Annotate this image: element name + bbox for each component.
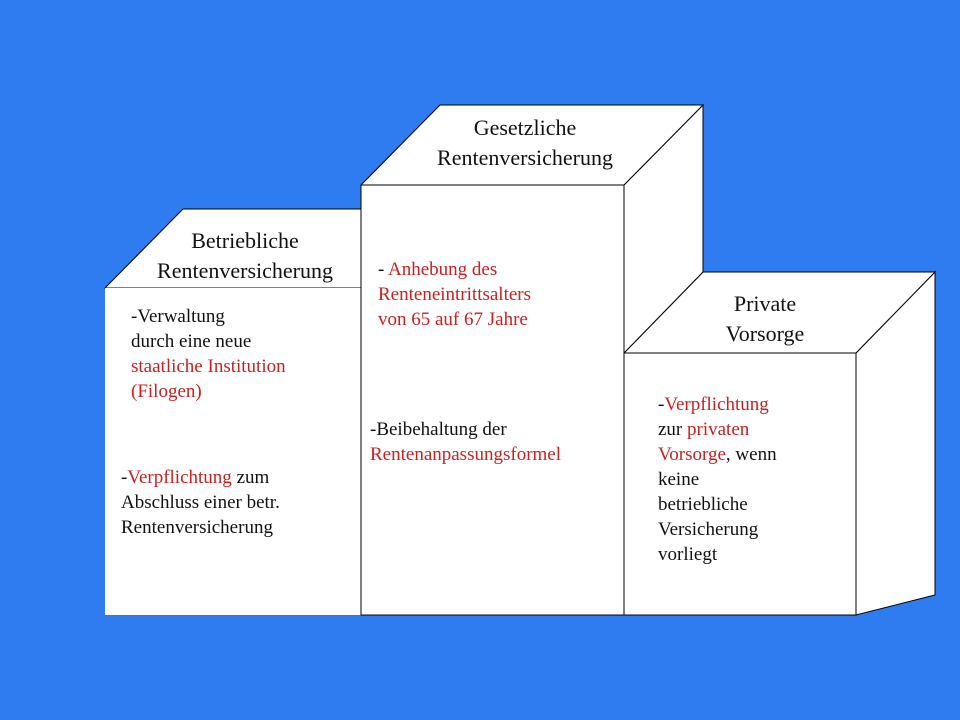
center-block-title xyxy=(400,113,650,173)
left-point-verpflichtung xyxy=(121,465,280,540)
center-point1-line3: von 65 auf 67 Jahre xyxy=(378,309,528,330)
right-point1-vorsorge: Vorsorge xyxy=(658,444,726,465)
right-point1-privaten: privaten xyxy=(687,419,750,440)
center-point2-line2: Rentenanpassungsformel xyxy=(370,444,562,465)
left-point2-highlight: Verpflichtung xyxy=(127,467,232,488)
left-point2-dash: - xyxy=(121,467,128,488)
center-point1-highlight: Anhebung des xyxy=(388,259,498,280)
left-title-line2: Rentenversicherung xyxy=(157,258,333,283)
left-point1-line4: (Filogen) xyxy=(131,381,202,402)
left-point2-line2: Abschluss einer betr. xyxy=(121,492,280,513)
center-point1-dash: - xyxy=(378,259,389,280)
center-title-line1: Gesetzliche xyxy=(473,115,577,140)
right-title-line1: Private xyxy=(733,291,797,316)
left-point2-rest: zum xyxy=(231,467,270,488)
left-block-title xyxy=(130,226,360,286)
right-point1-line4: keine xyxy=(658,469,700,490)
right-point1-line3 xyxy=(658,442,777,467)
center-point1-line1 xyxy=(378,257,531,282)
center-point-beibehaltung xyxy=(370,417,561,467)
right-point1-line2 xyxy=(658,417,777,442)
left-point1-line2: durch eine neue xyxy=(131,331,252,352)
right-point1-line1 xyxy=(658,392,777,417)
right-point1-line5: betriebliche xyxy=(658,494,748,515)
left-point1-line3: staatliche Institution xyxy=(131,356,286,377)
center-point-anhebung xyxy=(378,257,531,332)
left-point-verwaltung xyxy=(131,304,286,404)
right-title-line2: Vorsorge xyxy=(725,321,805,346)
left-title-line1: Betriebliche xyxy=(191,228,299,253)
right-point1-wenn: , wenn xyxy=(725,444,777,465)
center-block-front xyxy=(361,185,624,615)
center-point1-line2: Renteneintrittsalters xyxy=(378,284,532,305)
center-point2-line1: -Beibehaltung der xyxy=(370,419,507,440)
right-point1-highlight: Verpflichtung xyxy=(664,394,769,415)
right-point-verpflichtung xyxy=(658,392,777,567)
center-title-line2: Rentenversicherung xyxy=(437,145,613,170)
right-point1-dash: - xyxy=(658,394,665,415)
right-point1-line7: vorliegt xyxy=(658,544,718,565)
right-point1-line6: Versicherung xyxy=(658,519,759,540)
left-point2-line1 xyxy=(121,465,280,490)
right-point1-zur: zur xyxy=(658,419,688,440)
left-point1-line1: -Verwaltung xyxy=(131,306,225,327)
left-point2-line3: Rentenversicherung xyxy=(121,517,273,538)
right-block-title xyxy=(665,289,865,349)
